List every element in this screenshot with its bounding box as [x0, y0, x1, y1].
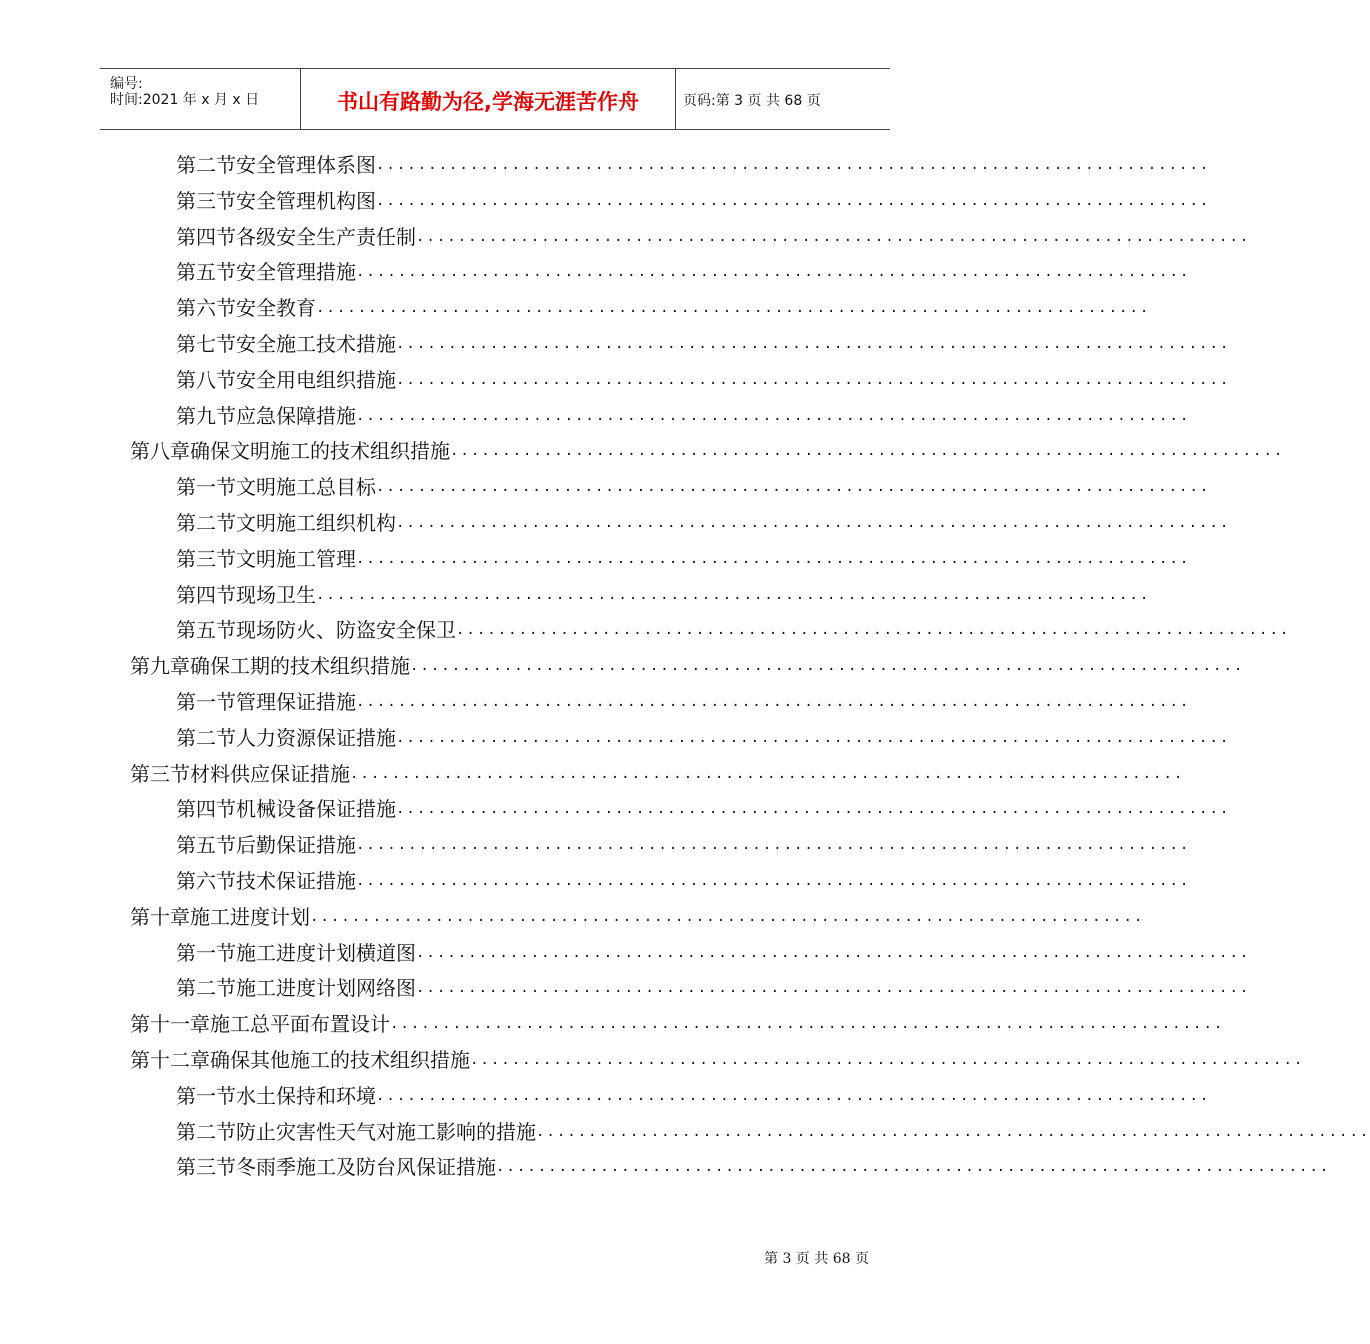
toc-entry[interactable] — [130, 902, 1145, 932]
toc-entry[interactable] — [176, 580, 1151, 610]
toc-dot-leader: ................................................................................ — [410, 658, 1245, 675]
toc-dot-leader: ................................................................................ — [376, 1087, 1211, 1104]
page-header — [100, 68, 890, 130]
toc-entry-title: 应急保障措施 — [236, 403, 356, 428]
toc-dot-leader: ................................................................................ — [376, 479, 1211, 496]
toc-entry-title: 施工进度计划网络图 — [236, 976, 416, 1001]
header-meta-cell — [100, 69, 300, 129]
toc-entry-title: 施工进度计划 — [190, 904, 310, 929]
toc-dot-leader: ................................................................................ — [316, 586, 1151, 603]
toc-entry-title: 文明施工总目标 — [236, 475, 376, 500]
toc-entry[interactable] — [176, 615, 1291, 645]
toc-entry[interactable] — [176, 257, 1191, 287]
toc-dot-leader: ................................................................................ — [350, 765, 1185, 782]
toc-entry[interactable] — [176, 794, 1231, 824]
header-motto-cell — [300, 69, 676, 129]
toc-dot-leader: ................................................................................ — [356, 873, 1191, 889]
footer-page-number: 第 3 页 共 68 页 — [764, 1251, 869, 1267]
toc-entry-number: 第四节 — [176, 224, 236, 249]
toc-entry[interactable] — [176, 401, 1191, 431]
toc-entry-number: 第六节 — [176, 296, 236, 321]
toc-dot-leader: ................................................................................ — [416, 944, 1251, 961]
document-number-label: 编号: — [110, 76, 143, 92]
toc-entry-title: 材料供应保证措施 — [190, 761, 350, 786]
toc-entry[interactable] — [176, 186, 1211, 216]
toc-dot-leader: ................................................................................ — [376, 192, 1211, 209]
toc-dot-leader: ................................................................................ — [310, 908, 1145, 925]
toc-dot-leader: ................................................................................ — [316, 300, 1151, 317]
toc-entry-number: 第一节 — [176, 690, 236, 714]
toc-entry-number: 第一节 — [176, 940, 236, 965]
toc-entry-title: 机械设备保证措施 — [236, 797, 396, 822]
toc-entry-number: 第三节 — [176, 546, 236, 571]
toc-entry[interactable] — [130, 651, 1245, 681]
toc-entry-number: 第五节 — [176, 260, 236, 285]
toc-entry[interactable] — [176, 222, 1251, 252]
toc-entry[interactable] — [130, 1009, 1225, 1039]
toc-dot-leader: ................................................................................ — [356, 550, 1191, 567]
header-motto: 书山有路勤为径,学海无涯苦作舟 — [337, 90, 639, 114]
toc-entry-title: 安全管理措施 — [236, 260, 356, 285]
header-page-cell — [675, 69, 890, 129]
toc-entry-title: 安全用电组织措施 — [236, 367, 396, 392]
toc-entry-title: 水土保持和环境 — [236, 1083, 376, 1108]
toc-entry[interactable] — [176, 723, 1231, 753]
toc-entry[interactable] — [176, 508, 1231, 538]
toc-entry[interactable] — [176, 687, 1191, 717]
toc-entry[interactable] — [176, 1152, 1331, 1182]
toc-dot-leader: ................................................................................ — [396, 336, 1231, 352]
toc-dot-leader: ................................................................................ — [356, 694, 1191, 710]
toc-entry-title: 确保文明施工的技术组织措施 — [190, 439, 450, 464]
toc-entry-number: 第八节 — [176, 367, 236, 392]
toc-entry[interactable] — [176, 544, 1191, 574]
toc-dot-leader: ................................................................................ — [396, 515, 1231, 531]
toc-dot-leader: ................................................................................ — [496, 1159, 1331, 1176]
toc-dot-leader: ................................................................................ — [396, 371, 1231, 388]
toc-dot-leader: ................................................................................ — [376, 157, 1211, 173]
toc-entry-number: 第十章 — [130, 904, 190, 929]
toc-entry-title: 安全管理体系图 — [236, 153, 376, 177]
toc-entry[interactable] — [176, 1117, 1370, 1147]
toc-entry-title: 管理保证措施 — [236, 690, 356, 714]
toc-entry-title: 安全施工技术措施 — [236, 332, 396, 356]
toc-entry[interactable] — [130, 1045, 1305, 1075]
toc-dot-leader: ................................................................................ — [456, 622, 1291, 639]
toc-entry-title: 安全教育 — [236, 296, 316, 321]
toc-entry-number: 第二节 — [176, 1119, 236, 1144]
toc-entry-number: 第九节 — [176, 403, 236, 428]
toc-dot-leader: ................................................................................ — [396, 729, 1231, 746]
toc-entry-number: 第一节 — [176, 1083, 236, 1108]
toc-entry[interactable] — [176, 866, 1191, 896]
toc-entry-title: 技术保证措施 — [236, 869, 356, 893]
toc-entry-title: 安全管理机构图 — [236, 188, 376, 213]
toc-dot-leader: ................................................................................ — [356, 837, 1191, 854]
toc-dot-leader: ................................................................................ — [356, 264, 1191, 281]
toc-dot-leader: ................................................................................ — [416, 980, 1251, 997]
document-date-label: 时间:2021 年 x 月 x 日 — [110, 92, 260, 108]
toc-entry-title: 各级安全生产责任制 — [236, 224, 416, 249]
toc-entry-number: 第四节 — [176, 797, 236, 822]
toc-dot-leader: ................................................................................ — [536, 1123, 1370, 1140]
toc-entry-number: 第十二章 — [130, 1048, 210, 1072]
toc-entry-title: 后勤保证措施 — [236, 833, 356, 858]
toc-entry[interactable] — [176, 365, 1231, 395]
toc-entry[interactable] — [176, 830, 1191, 860]
toc-entry-number: 第二节 — [176, 725, 236, 750]
toc-entry-title: 人力资源保证措施 — [236, 725, 396, 750]
toc-entry-title: 现场防火、防盗安全保卫 — [236, 618, 456, 643]
toc-dot-leader: ................................................................................ — [356, 407, 1191, 424]
toc-entry-title: 冬雨季施工及防台风保证措施 — [236, 1155, 496, 1180]
toc-entry-number: 第六节 — [176, 869, 236, 893]
toc-entry-title: 防止灾害性天气对施工影响的措施 — [236, 1119, 536, 1144]
toc-entry-number: 第二节 — [176, 511, 236, 535]
toc-entry[interactable] — [176, 938, 1251, 968]
toc-entry-number: 第三节 — [176, 188, 236, 213]
toc-entry-number: 第五节 — [176, 618, 236, 643]
toc-entry[interactable] — [176, 973, 1251, 1003]
toc-entry-number: 第三节 — [176, 1155, 236, 1180]
toc-entry-number: 第二节 — [176, 976, 236, 1001]
toc-entry-number: 第五节 — [176, 833, 236, 858]
toc-entry-title: 现场卫生 — [236, 582, 316, 607]
toc-entry-number: 第八章 — [130, 439, 190, 464]
toc-entry-number: 第十一章 — [130, 1012, 210, 1037]
toc-entry-number: 第二节 — [176, 153, 236, 177]
toc-entry-title: 文明施工管理 — [236, 546, 356, 571]
toc-entry-number: 第七节 — [176, 332, 236, 356]
toc-entry-number: 第九章 — [130, 654, 190, 679]
toc-entry-number: 第四节 — [176, 582, 236, 607]
toc-entry-title: 确保工期的技术组织措施 — [190, 654, 410, 679]
toc-entry-number: 第一节 — [176, 475, 236, 500]
toc-entry-title: 文明施工组织机构 — [236, 511, 396, 535]
toc-dot-leader: ................................................................................ — [396, 801, 1231, 818]
toc-entry[interactable] — [176, 472, 1211, 502]
toc-dot-leader: ................................................................................ — [390, 1016, 1225, 1033]
toc-entry[interactable] — [176, 293, 1151, 323]
toc-entry[interactable] — [176, 329, 1231, 359]
toc-entry-title: 施工总平面布置设计 — [210, 1012, 390, 1037]
toc-entry-title: 施工进度计划横道图 — [236, 940, 416, 965]
toc-dot-leader: ................................................................................ — [450, 443, 1285, 460]
toc-entry[interactable] — [176, 150, 1211, 180]
toc-dot-leader: ................................................................................ — [416, 228, 1251, 245]
toc-entry[interactable] — [130, 759, 1185, 789]
header-page-number: 页码:第 3 页 共 68 页 — [683, 93, 821, 109]
toc-entry-number: 第三节 — [130, 761, 190, 786]
toc-entry[interactable] — [130, 436, 1285, 466]
toc-entry-title: 确保其他施工的技术组织措施 — [210, 1048, 470, 1072]
toc-dot-leader: ................................................................................ — [470, 1052, 1305, 1068]
toc-entry[interactable] — [176, 1081, 1211, 1111]
